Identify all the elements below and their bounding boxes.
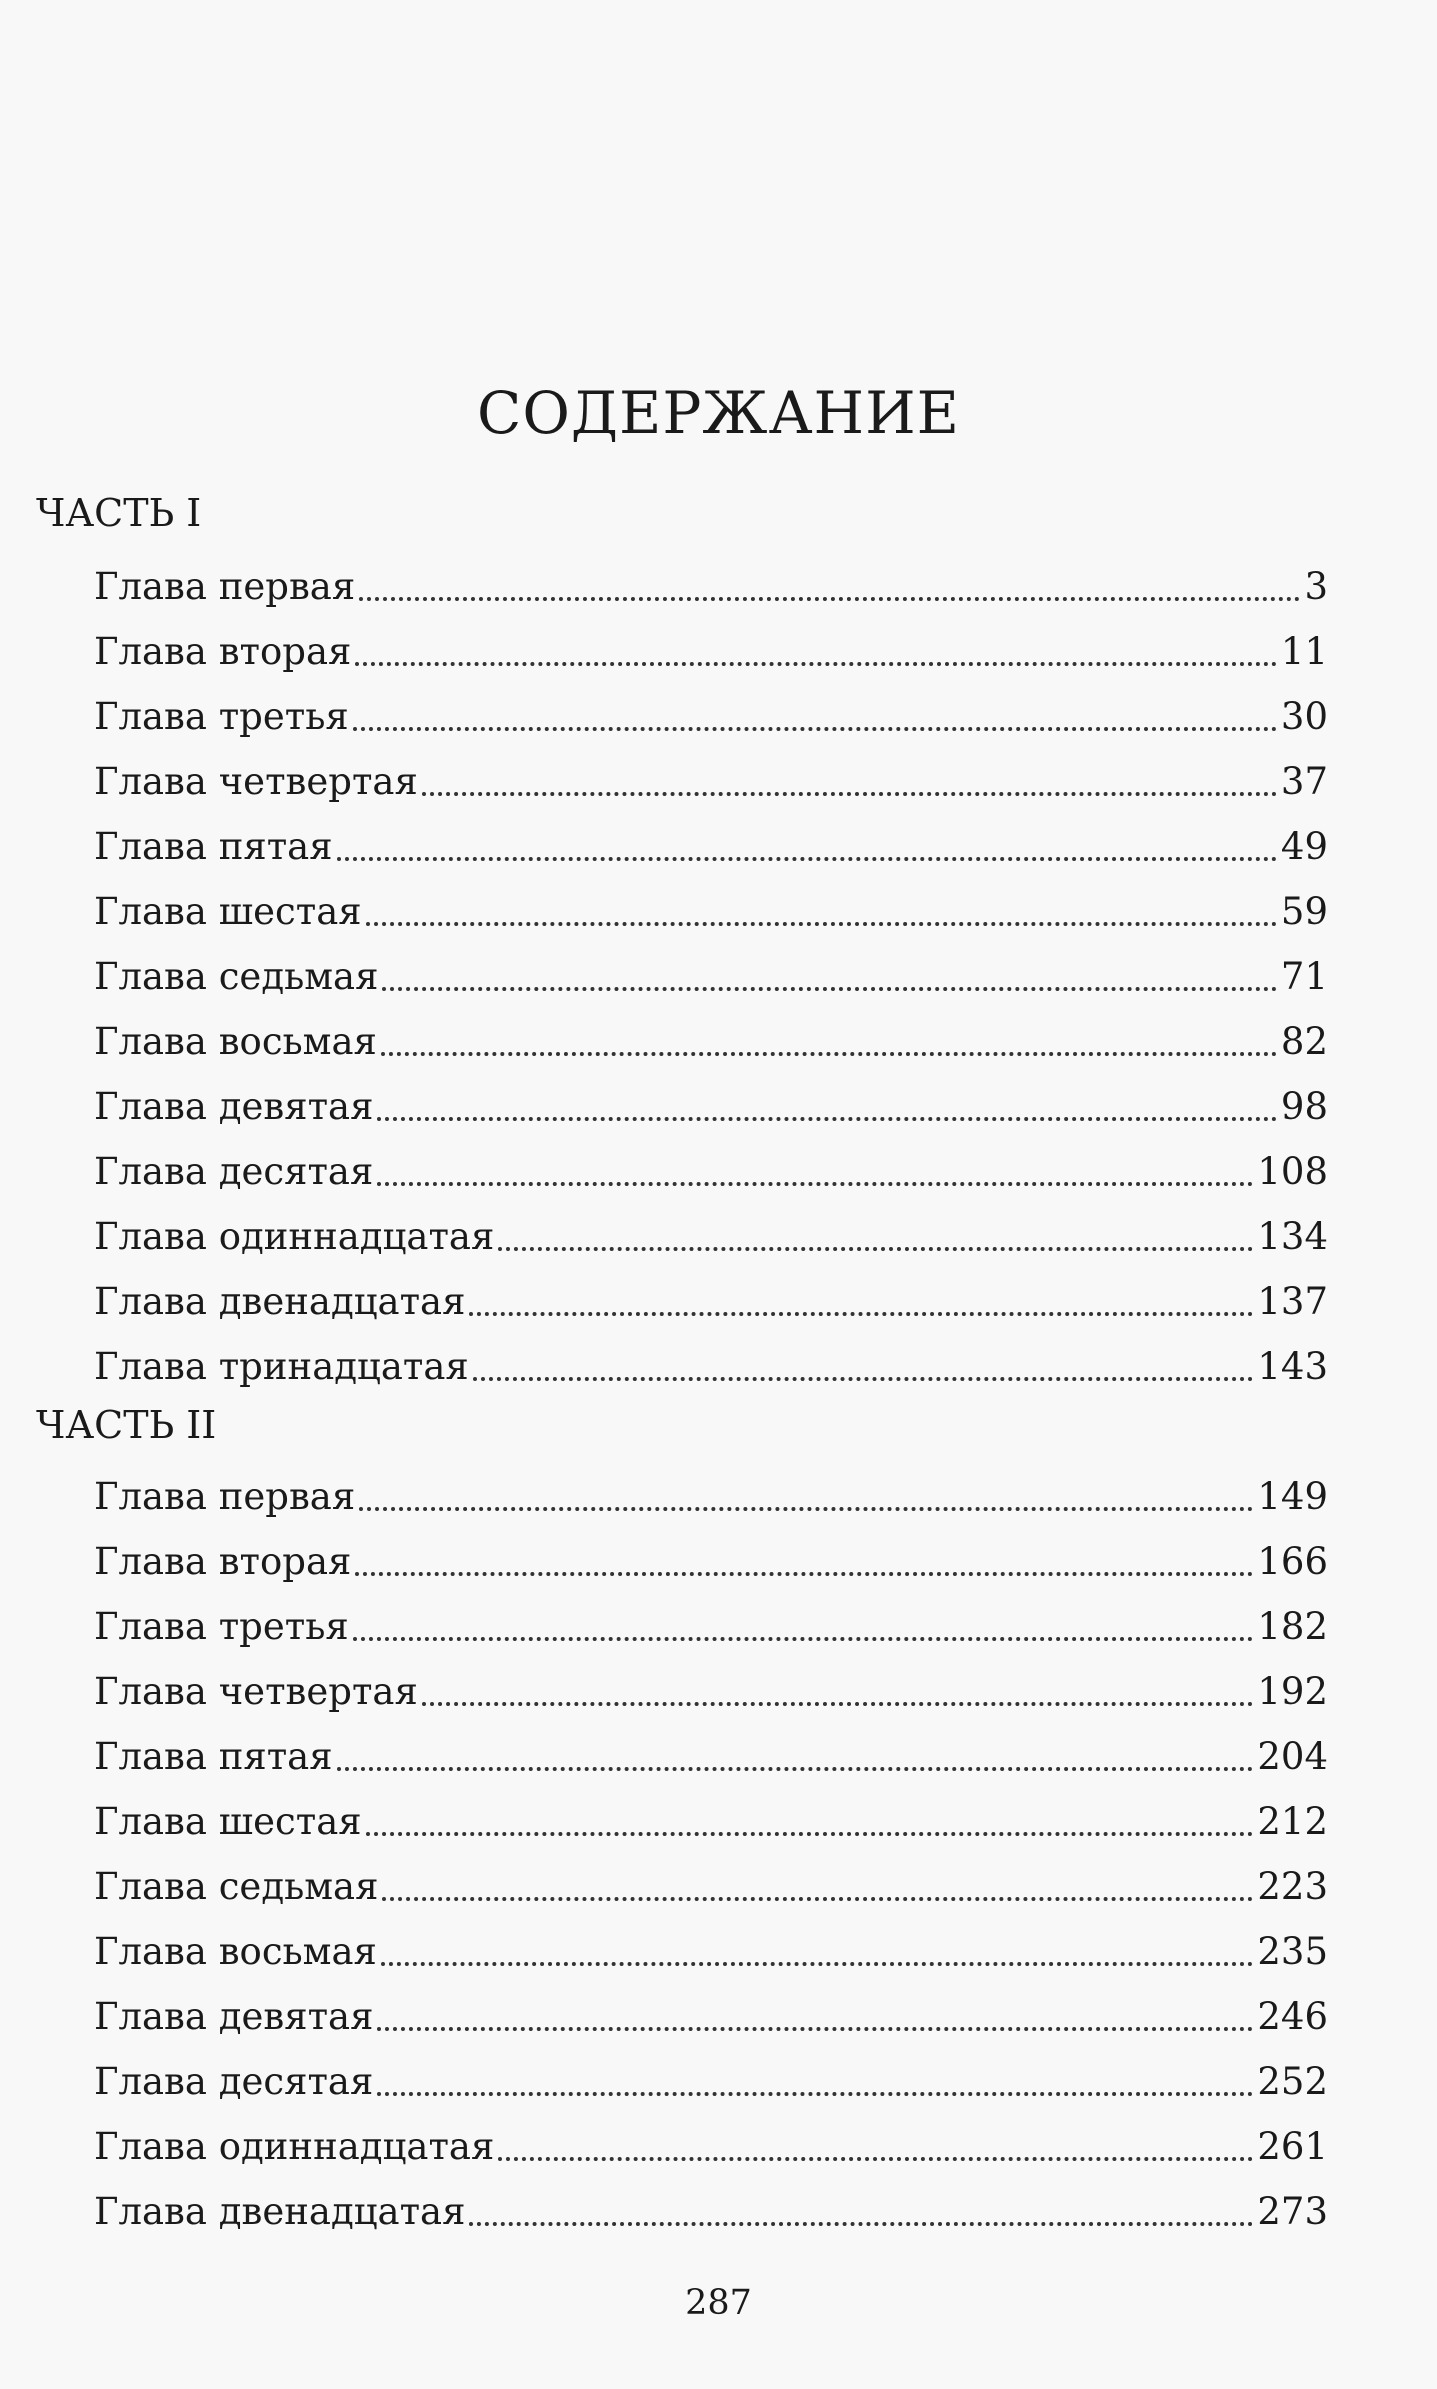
- page-number: 59: [1280, 890, 1328, 933]
- page-number: 182: [1257, 1605, 1328, 1648]
- dot-leader: [498, 1247, 1253, 1251]
- toc-entry[interactable]: [94, 2053, 1328, 2107]
- toc-entry[interactable]: [94, 1923, 1328, 1977]
- toc-entry[interactable]: [94, 1793, 1328, 1847]
- dot-leader: [469, 1312, 1253, 1316]
- dot-leader: [359, 1507, 1253, 1511]
- dot-leader: [337, 1767, 1254, 1771]
- dot-leader: [353, 727, 1277, 731]
- toc-entry[interactable]: [94, 2183, 1328, 2237]
- dot-leader: [377, 1117, 1276, 1121]
- chapter-title: Глава третья: [94, 695, 349, 738]
- chapter-title: Глава вторая: [94, 1540, 352, 1583]
- chapter-title: Глава первая: [94, 1475, 356, 1518]
- dot-leader: [381, 1052, 1277, 1056]
- chapter-title: Глава седьмая: [94, 1865, 379, 1908]
- toc-entry[interactable]: [94, 1338, 1328, 1392]
- page-number: 82: [1280, 1020, 1328, 1063]
- page-number: 166: [1257, 1540, 1328, 1583]
- toc-entry[interactable]: [94, 1013, 1328, 1067]
- dot-leader: [381, 1962, 1254, 1966]
- chapter-title: Глава шестая: [94, 890, 362, 933]
- part-heading-1: ЧАСТЬ I: [36, 491, 202, 535]
- dot-leader: [473, 1377, 1254, 1381]
- toc-entry[interactable]: [94, 1078, 1328, 1132]
- toc-entry[interactable]: [94, 1208, 1328, 1262]
- page-number: 261: [1257, 2125, 1328, 2168]
- dot-leader: [355, 1572, 1253, 1576]
- page-number: 37: [1280, 760, 1328, 803]
- dot-leader: [382, 1897, 1253, 1901]
- chapter-title: Глава пятая: [94, 825, 333, 868]
- page-number: 108: [1257, 1150, 1328, 1193]
- toc-entry[interactable]: [94, 688, 1328, 742]
- dot-leader: [377, 2027, 1253, 2031]
- toc-entry[interactable]: [94, 2118, 1328, 2172]
- toc-entry[interactable]: [94, 1858, 1328, 1912]
- toc-entry[interactable]: [94, 1143, 1328, 1197]
- chapter-title: Глава седьмая: [94, 955, 379, 998]
- page-number: 143: [1257, 1345, 1328, 1388]
- chapter-title: Глава двенадцатая: [94, 2190, 466, 2233]
- toc-entry[interactable]: [94, 1533, 1328, 1587]
- chapter-title: Глава десятая: [94, 2060, 374, 2103]
- toc-entry[interactable]: [94, 1273, 1328, 1327]
- page-number: 134: [1257, 1215, 1328, 1258]
- dot-leader: [377, 2092, 1253, 2096]
- chapter-title: Глава одиннадцатая: [94, 2125, 495, 2168]
- dot-leader: [422, 792, 1277, 796]
- toc-entry[interactable]: [94, 753, 1328, 807]
- page-number: 49: [1280, 825, 1328, 868]
- dot-leader: [422, 1702, 1254, 1706]
- chapter-title: Глава пятая: [94, 1735, 333, 1778]
- dot-leader: [337, 857, 1277, 861]
- chapter-title: Глава двенадцатая: [94, 1280, 466, 1323]
- dot-leader: [469, 2222, 1253, 2226]
- chapter-title: Глава девятая: [94, 1085, 374, 1128]
- dot-leader: [353, 1637, 1254, 1641]
- part-heading-2: ЧАСТЬ II: [36, 1403, 217, 1447]
- chapter-title: Глава вторая: [94, 630, 352, 673]
- page-number: 204: [1257, 1735, 1328, 1778]
- toc-entry[interactable]: [94, 1663, 1328, 1717]
- dot-leader: [377, 1182, 1253, 1186]
- page-folio: 287: [685, 2283, 752, 2323]
- toc-entry[interactable]: [94, 623, 1328, 677]
- toc-entry[interactable]: [94, 1598, 1328, 1652]
- toc-entry[interactable]: [94, 1728, 1328, 1782]
- page-number: 149: [1257, 1475, 1328, 1518]
- chapter-title: Глава шестая: [94, 1800, 362, 1843]
- dot-leader: [359, 597, 1300, 601]
- page-number: 252: [1257, 2060, 1328, 2103]
- page-number: 11: [1280, 630, 1328, 673]
- chapter-title: Глава четвертая: [94, 1670, 418, 1713]
- chapter-title: Глава первая: [94, 565, 356, 608]
- page-number: 235: [1257, 1930, 1328, 1973]
- dot-leader: [498, 2157, 1253, 2161]
- chapter-title: Глава одиннадцатая: [94, 1215, 495, 1258]
- chapter-title: Глава восьмая: [94, 1930, 377, 1973]
- page-number: 137: [1257, 1280, 1328, 1323]
- chapter-title: Глава третья: [94, 1605, 349, 1648]
- toc-entry[interactable]: [94, 1468, 1328, 1522]
- dot-leader: [382, 987, 1276, 991]
- page-number: 212: [1257, 1800, 1328, 1843]
- toc-entry[interactable]: [94, 818, 1328, 872]
- chapter-title: Глава четвертая: [94, 760, 418, 803]
- chapter-title: Глава восьмая: [94, 1020, 377, 1063]
- page-number: 71: [1280, 955, 1328, 998]
- dot-leader: [355, 662, 1277, 666]
- chapter-title: Глава тринадцатая: [94, 1345, 469, 1388]
- page-title: СОДЕРЖАНИЕ: [476, 379, 961, 447]
- dot-leader: [366, 922, 1277, 926]
- toc-entry[interactable]: [94, 883, 1328, 937]
- page-number: 3: [1304, 565, 1328, 608]
- page-number: 30: [1280, 695, 1328, 738]
- toc-entry[interactable]: [94, 948, 1328, 1002]
- chapter-title: Глава десятая: [94, 1150, 374, 1193]
- toc-entry[interactable]: [94, 558, 1328, 612]
- page-number: 273: [1257, 2190, 1328, 2233]
- dot-leader: [366, 1832, 1254, 1836]
- page-number: 98: [1280, 1085, 1328, 1128]
- chapter-title: Глава девятая: [94, 1995, 374, 2038]
- page-number: 192: [1257, 1670, 1328, 1713]
- page-number: 246: [1257, 1995, 1328, 2038]
- page-number: 223: [1257, 1865, 1328, 1908]
- toc-entry[interactable]: [94, 1988, 1328, 2042]
